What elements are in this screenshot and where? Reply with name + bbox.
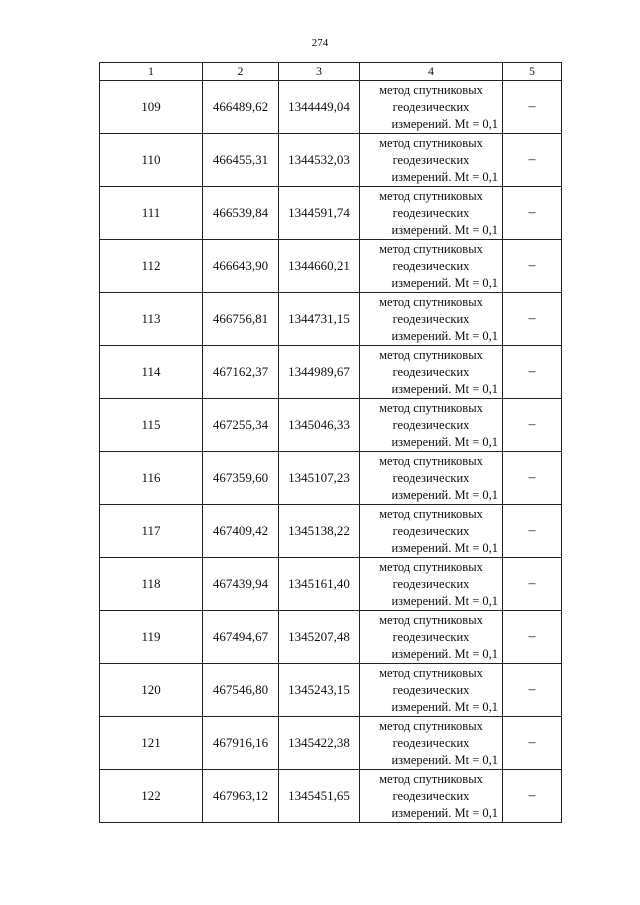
- method-line: измерений. Mt = 0,1: [391, 381, 498, 396]
- table-row: [100, 240, 562, 293]
- point-number-cell: 118: [100, 558, 203, 611]
- y-coordinate-cell: 1345107,23: [279, 452, 360, 505]
- note-cell: –: [503, 187, 562, 240]
- x-coordinate-cell: 467916,16: [203, 717, 279, 770]
- method-line: геодезических: [392, 629, 470, 644]
- point-number-cell: 112: [100, 240, 203, 293]
- point-number-cell: 111: [100, 187, 203, 240]
- method-cell: [360, 452, 503, 505]
- note-cell: –: [503, 346, 562, 399]
- method-line: измерений. Mt = 0,1: [391, 169, 498, 184]
- method-line: метод спутниковых: [379, 612, 483, 627]
- y-coordinate-cell: 1344731,15: [279, 293, 360, 346]
- method-cell: [360, 399, 503, 452]
- method-cell: [360, 346, 503, 399]
- method-line: геодезических: [392, 311, 470, 326]
- method-line: измерений. Mt = 0,1: [391, 646, 498, 661]
- x-coordinate-cell: 466539,84: [203, 187, 279, 240]
- method-cell: [360, 293, 503, 346]
- point-number-cell: 116: [100, 452, 203, 505]
- coordinates-table: [99, 62, 562, 823]
- x-coordinate-cell: 467255,34: [203, 399, 279, 452]
- method-line: геодезических: [392, 788, 470, 803]
- x-coordinate-cell: 466643,90: [203, 240, 279, 293]
- header-col-2: 2: [203, 63, 279, 81]
- method-cell: [360, 240, 503, 293]
- method-line: метод спутниковых: [379, 665, 483, 680]
- method-line: метод спутниковых: [379, 400, 483, 415]
- table-row: [100, 505, 562, 558]
- table-row: [100, 664, 562, 717]
- y-coordinate-cell: 1345243,15: [279, 664, 360, 717]
- table-row: [100, 187, 562, 240]
- point-number-cell: 109: [100, 81, 203, 134]
- method-cell: [360, 187, 503, 240]
- y-coordinate-cell: 1345161,40: [279, 558, 360, 611]
- y-coordinate-cell: 1344449,04: [279, 81, 360, 134]
- y-coordinate-cell: 1344989,67: [279, 346, 360, 399]
- method-line: геодезических: [392, 364, 470, 379]
- note-cell: –: [503, 664, 562, 717]
- table-header-row: [100, 63, 562, 81]
- note-cell: –: [503, 134, 562, 187]
- note-cell: –: [503, 558, 562, 611]
- table-row: [100, 399, 562, 452]
- note-cell: –: [503, 717, 562, 770]
- table-row: [100, 293, 562, 346]
- method-cell: [360, 717, 503, 770]
- point-number-cell: 122: [100, 770, 203, 823]
- method-cell: [360, 134, 503, 187]
- method-line: измерений. Mt = 0,1: [391, 328, 498, 343]
- note-cell: –: [503, 240, 562, 293]
- header-col-5: 5: [503, 63, 562, 81]
- method-cell: [360, 611, 503, 664]
- table-row: [100, 558, 562, 611]
- method-line: метод спутниковых: [379, 347, 483, 362]
- method-line: метод спутниковых: [379, 294, 483, 309]
- method-line: измерений. Mt = 0,1: [391, 275, 498, 290]
- method-line: геодезических: [392, 682, 470, 697]
- y-coordinate-cell: 1344591,74: [279, 187, 360, 240]
- y-coordinate-cell: 1345046,33: [279, 399, 360, 452]
- method-cell: [360, 81, 503, 134]
- header-col-4: 4: [360, 63, 503, 81]
- method-line: геодезических: [392, 470, 470, 485]
- x-coordinate-cell: 467439,94: [203, 558, 279, 611]
- note-cell: –: [503, 452, 562, 505]
- y-coordinate-cell: 1345422,38: [279, 717, 360, 770]
- method-line: метод спутниковых: [379, 506, 483, 521]
- method-cell: [360, 770, 503, 823]
- header-col-1: 1: [100, 63, 203, 81]
- x-coordinate-cell: 466756,81: [203, 293, 279, 346]
- method-cell: [360, 505, 503, 558]
- method-line: геодезических: [392, 205, 470, 220]
- method-cell: [360, 664, 503, 717]
- x-coordinate-cell: 467162,37: [203, 346, 279, 399]
- point-number-cell: 119: [100, 611, 203, 664]
- note-cell: –: [503, 611, 562, 664]
- table-row: [100, 611, 562, 664]
- method-line: измерений. Mt = 0,1: [391, 805, 498, 820]
- x-coordinate-cell: 466489,62: [203, 81, 279, 134]
- method-line: метод спутниковых: [379, 241, 483, 256]
- method-line: геодезических: [392, 258, 470, 273]
- y-coordinate-cell: 1344532,03: [279, 134, 360, 187]
- method-line: измерений. Mt = 0,1: [391, 116, 498, 131]
- x-coordinate-cell: 467963,12: [203, 770, 279, 823]
- method-line: метод спутниковых: [379, 718, 483, 733]
- x-coordinate-cell: 467494,67: [203, 611, 279, 664]
- note-cell: –: [503, 399, 562, 452]
- method-line: геодезических: [392, 735, 470, 750]
- method-line: метод спутниковых: [379, 135, 483, 150]
- y-coordinate-cell: 1344660,21: [279, 240, 360, 293]
- table-row: [100, 770, 562, 823]
- note-cell: –: [503, 770, 562, 823]
- method-line: геодезических: [392, 523, 470, 538]
- method-line: измерений. Mt = 0,1: [391, 222, 498, 237]
- method-line: метод спутниковых: [379, 82, 483, 97]
- x-coordinate-cell: 467546,80: [203, 664, 279, 717]
- point-number-cell: 117: [100, 505, 203, 558]
- page-number: 274: [311, 37, 329, 49]
- y-coordinate-cell: 1345451,65: [279, 770, 360, 823]
- note-cell: –: [503, 293, 562, 346]
- x-coordinate-cell: 466455,31: [203, 134, 279, 187]
- note-cell: –: [503, 505, 562, 558]
- method-line: метод спутниковых: [379, 559, 483, 574]
- method-line: измерений. Mt = 0,1: [391, 752, 498, 767]
- table-row: [100, 346, 562, 399]
- table-row: [100, 134, 562, 187]
- table-row: [100, 81, 562, 134]
- method-line: метод спутниковых: [379, 771, 483, 786]
- point-number-cell: 110: [100, 134, 203, 187]
- method-line: геодезических: [392, 576, 470, 591]
- table-row: [100, 717, 562, 770]
- method-line: измерений. Mt = 0,1: [391, 593, 498, 608]
- method-line: метод спутниковых: [379, 188, 483, 203]
- method-line: метод спутниковых: [379, 453, 483, 468]
- table-row: [100, 452, 562, 505]
- point-number-cell: 113: [100, 293, 203, 346]
- x-coordinate-cell: 467409,42: [203, 505, 279, 558]
- header-col-3: 3: [279, 63, 360, 81]
- method-line: геодезических: [392, 99, 470, 114]
- x-coordinate-cell: 467359,60: [203, 452, 279, 505]
- method-line: измерений. Mt = 0,1: [391, 540, 498, 555]
- method-line: измерений. Mt = 0,1: [391, 487, 498, 502]
- method-cell: [360, 558, 503, 611]
- note-cell: –: [503, 81, 562, 134]
- method-line: измерений. Mt = 0,1: [391, 699, 498, 714]
- point-number-cell: 121: [100, 717, 203, 770]
- point-number-cell: 120: [100, 664, 203, 717]
- point-number-cell: 114: [100, 346, 203, 399]
- method-line: геодезических: [392, 152, 470, 167]
- point-number-cell: 115: [100, 399, 203, 452]
- method-line: измерений. Mt = 0,1: [391, 434, 498, 449]
- y-coordinate-cell: 1345138,22: [279, 505, 360, 558]
- y-coordinate-cell: 1345207,48: [279, 611, 360, 664]
- method-line: геодезических: [392, 417, 470, 432]
